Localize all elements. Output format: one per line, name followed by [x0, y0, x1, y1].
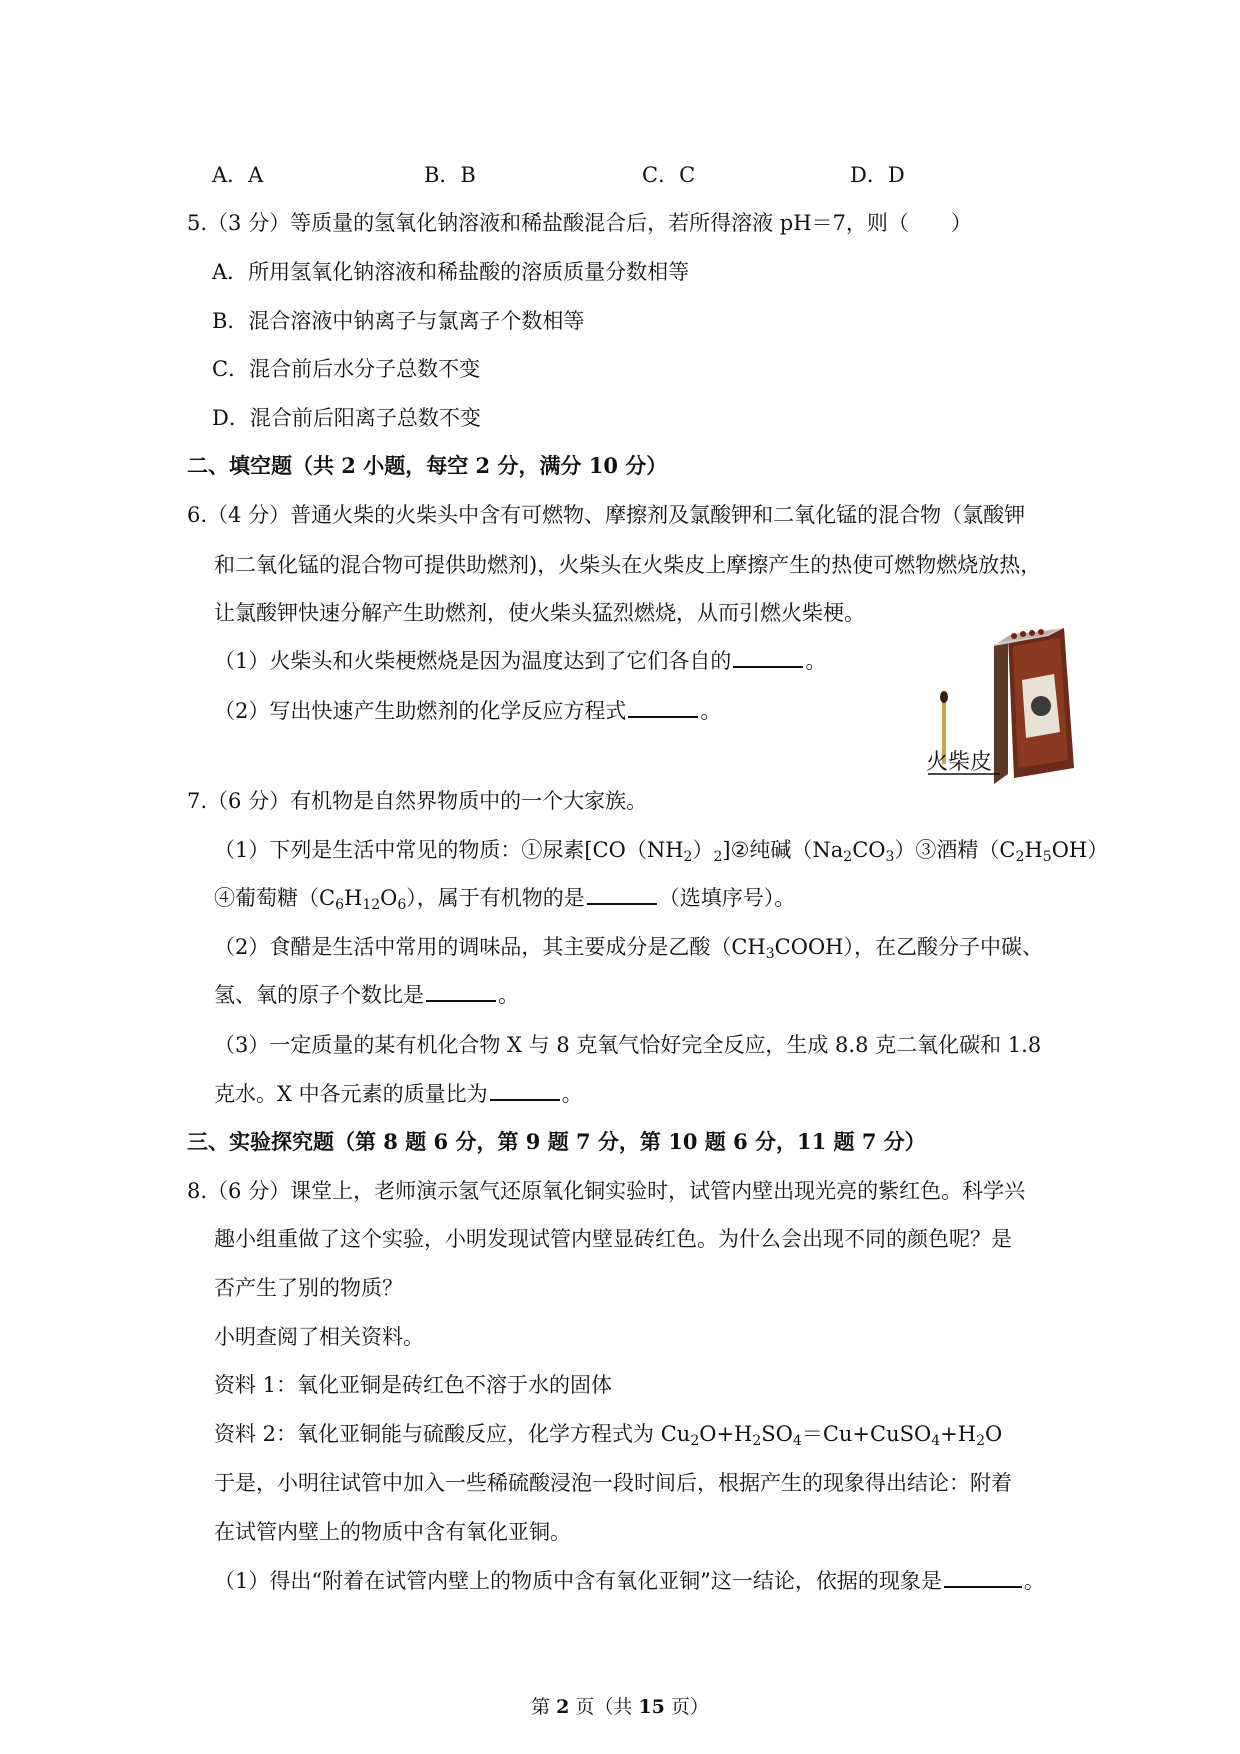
text: CO: [852, 838, 886, 862]
subscript: 2: [843, 849, 853, 865]
subscript: 6: [335, 897, 344, 913]
text: （1）下列是生活中常见的物质：①尿素[CO（NH: [214, 838, 684, 862]
total-pages: 15: [638, 1696, 665, 1718]
text: OH）: [1051, 838, 1109, 862]
subscript: 2: [683, 849, 693, 865]
answer-blank[interactable]: [733, 646, 803, 668]
text: ④葡萄糖（C: [214, 886, 336, 910]
q4-option-a: A．A: [212, 163, 264, 187]
answer-blank[interactable]: [944, 1566, 1022, 1588]
page-footer: [0, 1692, 1240, 1719]
question-7-part-3-line-1: （3）一定质量的某有机化合物 X 与 8 克氧气恰好完全反应，生成 8.8 克二氧化碳和 1.8: [214, 1033, 1042, 1057]
q4-option-c: C．C: [642, 163, 696, 187]
text: ＝Cu+CuSO: [801, 1422, 932, 1446]
section-3-heading: 三、实验探究题（第 8 题 6 分，第 9 题 7 分，第 10 题 6 分，11 题 7 分）: [187, 1129, 926, 1154]
question-7-part-1-line-2: [214, 883, 795, 913]
period: 。: [700, 699, 722, 723]
subscript: 2: [976, 1433, 985, 1449]
question-5-stem: 5.（3 分）等质量的氢氧化钠溶液和稀盐酸混合后，若所得溶液 pH＝7，则（ ）: [187, 211, 972, 235]
footer-text: 页（共: [569, 1696, 639, 1718]
question-5-option-a: A．所用氢氧化钠溶液和稀盐酸的溶质质量分数相等: [212, 260, 690, 284]
question-8-reference-2: [214, 1419, 1002, 1449]
question-6-line-2: 和二氧化锰的混合物可提供助燃剂)，火柴头在火柴皮上摩擦产生的热使可燃物燃烧放热，: [214, 553, 1042, 577]
text: O: [380, 886, 398, 910]
subscript: 12: [362, 897, 381, 913]
subscript: 2: [690, 1433, 700, 1449]
text: （2）食醋是生活中常用的调味品，其主要成分是乙酸（CH: [214, 935, 766, 959]
subscript: 4: [792, 1433, 802, 1449]
section-2-heading: 二、填空题（共 2 小题，每空 2 分，满分 10 分）: [187, 453, 668, 478]
question-8-line-7: 于是，小明往试管中加入一些稀硫酸浸泡一段时间后，根据产生的现象得出结论：附着: [214, 1471, 1012, 1495]
subscript: 2: [713, 849, 723, 865]
question-5-option-c: C．混合前后水分子总数不变: [212, 357, 481, 381]
matchbox-label: 火柴皮: [926, 750, 993, 775]
question-8-reference-1: 资料 1：氧化亚铜是砖红色不溶于水的固体: [214, 1373, 613, 1397]
question-5-option-b: B．混合溶液中钠离子与氯离子个数相等: [212, 309, 585, 333]
text: ），属于有机物的是: [406, 886, 585, 910]
subscript: 3: [885, 849, 895, 865]
answer-blank[interactable]: [490, 1079, 560, 1101]
text: 克水。X 中各元素的质量比为: [214, 1082, 488, 1106]
text: （1）得出“附着在试管内壁上的物质中含有氧化亚铜”这一结论，依据的现象是: [214, 1569, 942, 1593]
question-6-line-1: 6.（4 分）普通火柴的火柴头中含有可燃物、摩擦剂及氯酸钾和二氧化锰的混合物（氯酸钾: [187, 503, 1026, 527]
text: 。: [1023, 1569, 1045, 1593]
text: ）: [692, 838, 714, 862]
answer-blank[interactable]: [587, 883, 657, 905]
footer-text: 页）: [664, 1696, 709, 1718]
question-6-part-1: [214, 646, 826, 676]
question-6-part-2: [214, 696, 721, 726]
text: SO: [761, 1422, 793, 1446]
answer-blank[interactable]: [628, 696, 698, 718]
answer-blank[interactable]: [426, 980, 496, 1002]
question-6-line-3: 让氯酸钾快速分解产生助燃剂，使火柴头猛烈燃烧，从而引燃火柴梗。: [214, 601, 865, 625]
question-8-line-4: 小明查阅了相关资料。: [214, 1325, 424, 1349]
text: ）③酒精（C: [894, 838, 1016, 862]
subscript: 3: [765, 946, 775, 962]
q4-option-b: B．B: [424, 163, 476, 187]
text: H: [344, 886, 363, 910]
question-8-line-3: 否产生了别的物质？: [214, 1276, 403, 1300]
text: 。: [561, 1082, 583, 1106]
text: O: [984, 1422, 1003, 1446]
text: （选填序号）。: [658, 886, 796, 910]
question-7-part-2-line-2: [214, 980, 519, 1010]
text: COOH），在乙酸分子中碳、: [774, 935, 1043, 959]
text: +H: [940, 1422, 977, 1446]
question-6-part-1-text: （1）火柴头和火柴梗燃烧是因为温度达到了它们各自的: [214, 649, 732, 673]
subscript: 2: [752, 1433, 762, 1449]
text: O+H: [699, 1422, 753, 1446]
question-6-part-2-text: （2）写出快速产生助燃剂的化学反应方程式: [214, 699, 627, 723]
subscript: 2: [1015, 849, 1025, 865]
page-number: 2: [556, 1696, 570, 1718]
subscript: 5: [1042, 849, 1052, 865]
period: 。: [805, 649, 827, 673]
matchbox-figure: [928, 622, 1088, 792]
question-8-line-1: 8.（6 分）课堂上，老师演示氢气还原氧化铜实验时，试管内壁出现光亮的紫红色。科学兴: [187, 1179, 1026, 1203]
text: 氢、氧的原子个数比是: [214, 983, 424, 1007]
subscript: 4: [931, 1433, 941, 1449]
question-8-line-8: 在试管内壁上的物质中含有氧化亚铜。: [214, 1520, 571, 1544]
q4-option-d: D．D: [850, 163, 905, 187]
question-7-part-3-line-2: [214, 1079, 583, 1109]
text: 资料 2：氧化亚铜能与硫酸反应，化学方程式为 Cu: [214, 1422, 691, 1446]
footer-text: 第: [531, 1696, 557, 1718]
question-7-part-1-line-1: [214, 835, 1108, 865]
question-7-part-2-line-1: [214, 932, 1043, 962]
question-7-stem: 7.（6 分）有机物是自然界物质中的一个大家族。: [187, 789, 648, 813]
question-5-option-d: D．混合前后阳离子总数不变: [212, 406, 481, 430]
question-8-line-2: 趣小组重做了这个实验，小明发现试管内壁显砖红色。为什么会出现不同的颜色呢？是: [214, 1227, 1012, 1251]
subscript: 6: [397, 897, 407, 913]
text: ]②纯碱（Na: [722, 838, 844, 862]
text: H: [1024, 838, 1043, 862]
question-8-part-1: [214, 1566, 1045, 1596]
text: 。: [498, 983, 519, 1007]
